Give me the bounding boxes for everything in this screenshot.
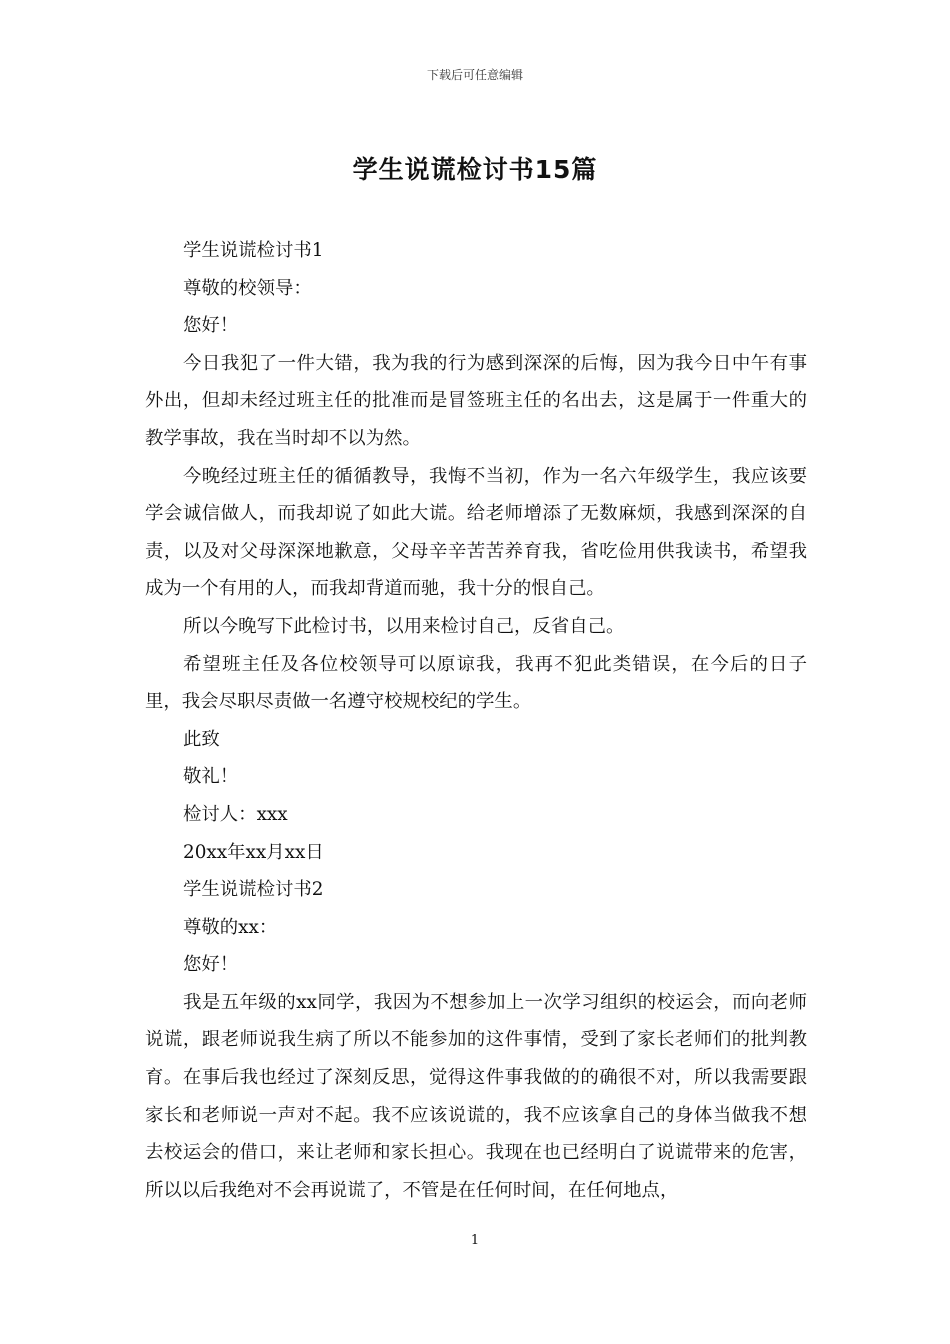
salutation: 尊敬的xx： bbox=[183, 916, 278, 938]
body-paragraph: 希望班主任及各位校领导可以原谅我，我再不犯此类错误，在今后的日子里，我会尽职尽责做一名遵守校规校纪的学生。 bbox=[145, 653, 807, 713]
page-number: 1 bbox=[470, 1233, 480, 1248]
salutation: 尊敬的校领导： bbox=[183, 277, 312, 299]
section-heading: 学生说谎检讨书2 bbox=[183, 879, 324, 901]
greeting: 您好！ bbox=[183, 315, 239, 337]
section-heading: 学生说谎检讨书1 bbox=[183, 240, 324, 261]
date: 20xx年xx月xx日 bbox=[183, 841, 324, 863]
closing: 敬礼！ bbox=[183, 766, 239, 788]
signature: 检讨人：xxx bbox=[183, 803, 288, 825]
page-header-note: 下载后可任意编辑 bbox=[426, 68, 523, 82]
closing: 此致 bbox=[183, 728, 220, 750]
body-paragraph: 我是五年级的xx同学，我因为不想参加上一次学习组织的校运会，而向老师说谎，跟老师说我生病了所以不能参加的这件事情，受到了家长老师们的批判教育。在事后我也经过了深刻反思，觉得这件事我做的的确很不对，所以我需要跟家长和老师说一声对不起。我不应该说谎的，我不应该拿自己的身体当做我不想去校运会的借口，来让老师和家长担心。我现在也已经明白了说谎带来的危害，所以以后我绝对不会再说谎了，不管是在任何时间，在任何地点， bbox=[145, 991, 807, 1201]
body-paragraph: 今日我犯了一件大错，我为我的行为感到深深的后悔，因为我今日中午有事外出，但却未经过班主任的批准而是冒签班主任的名出去，这是属于一件重大的教学事故，我在当时却不以为然。 bbox=[145, 352, 807, 449]
greeting: 您好！ bbox=[183, 954, 239, 976]
document-body bbox=[145, 232, 807, 1209]
body-paragraph: 所以今晚写下此检讨书，以用来检讨自己，反省自己。 bbox=[183, 615, 625, 637]
document-title: 学生说谎检讨书15篇 bbox=[352, 155, 598, 184]
body-paragraph: 今晚经过班主任的循循教导，我悔不当初，作为一名六年级学生，我应该要学会诚信做人，而我却说了如此大谎。给老师增添了无数麻烦，我感到深深的自责，以及对父母深深地歉意，父母辛辛苦苦养育我，省吃俭用供我读书，希望我成为一个有用的人，而我却背道而驰，我十分的恨自己。 bbox=[145, 465, 807, 600]
